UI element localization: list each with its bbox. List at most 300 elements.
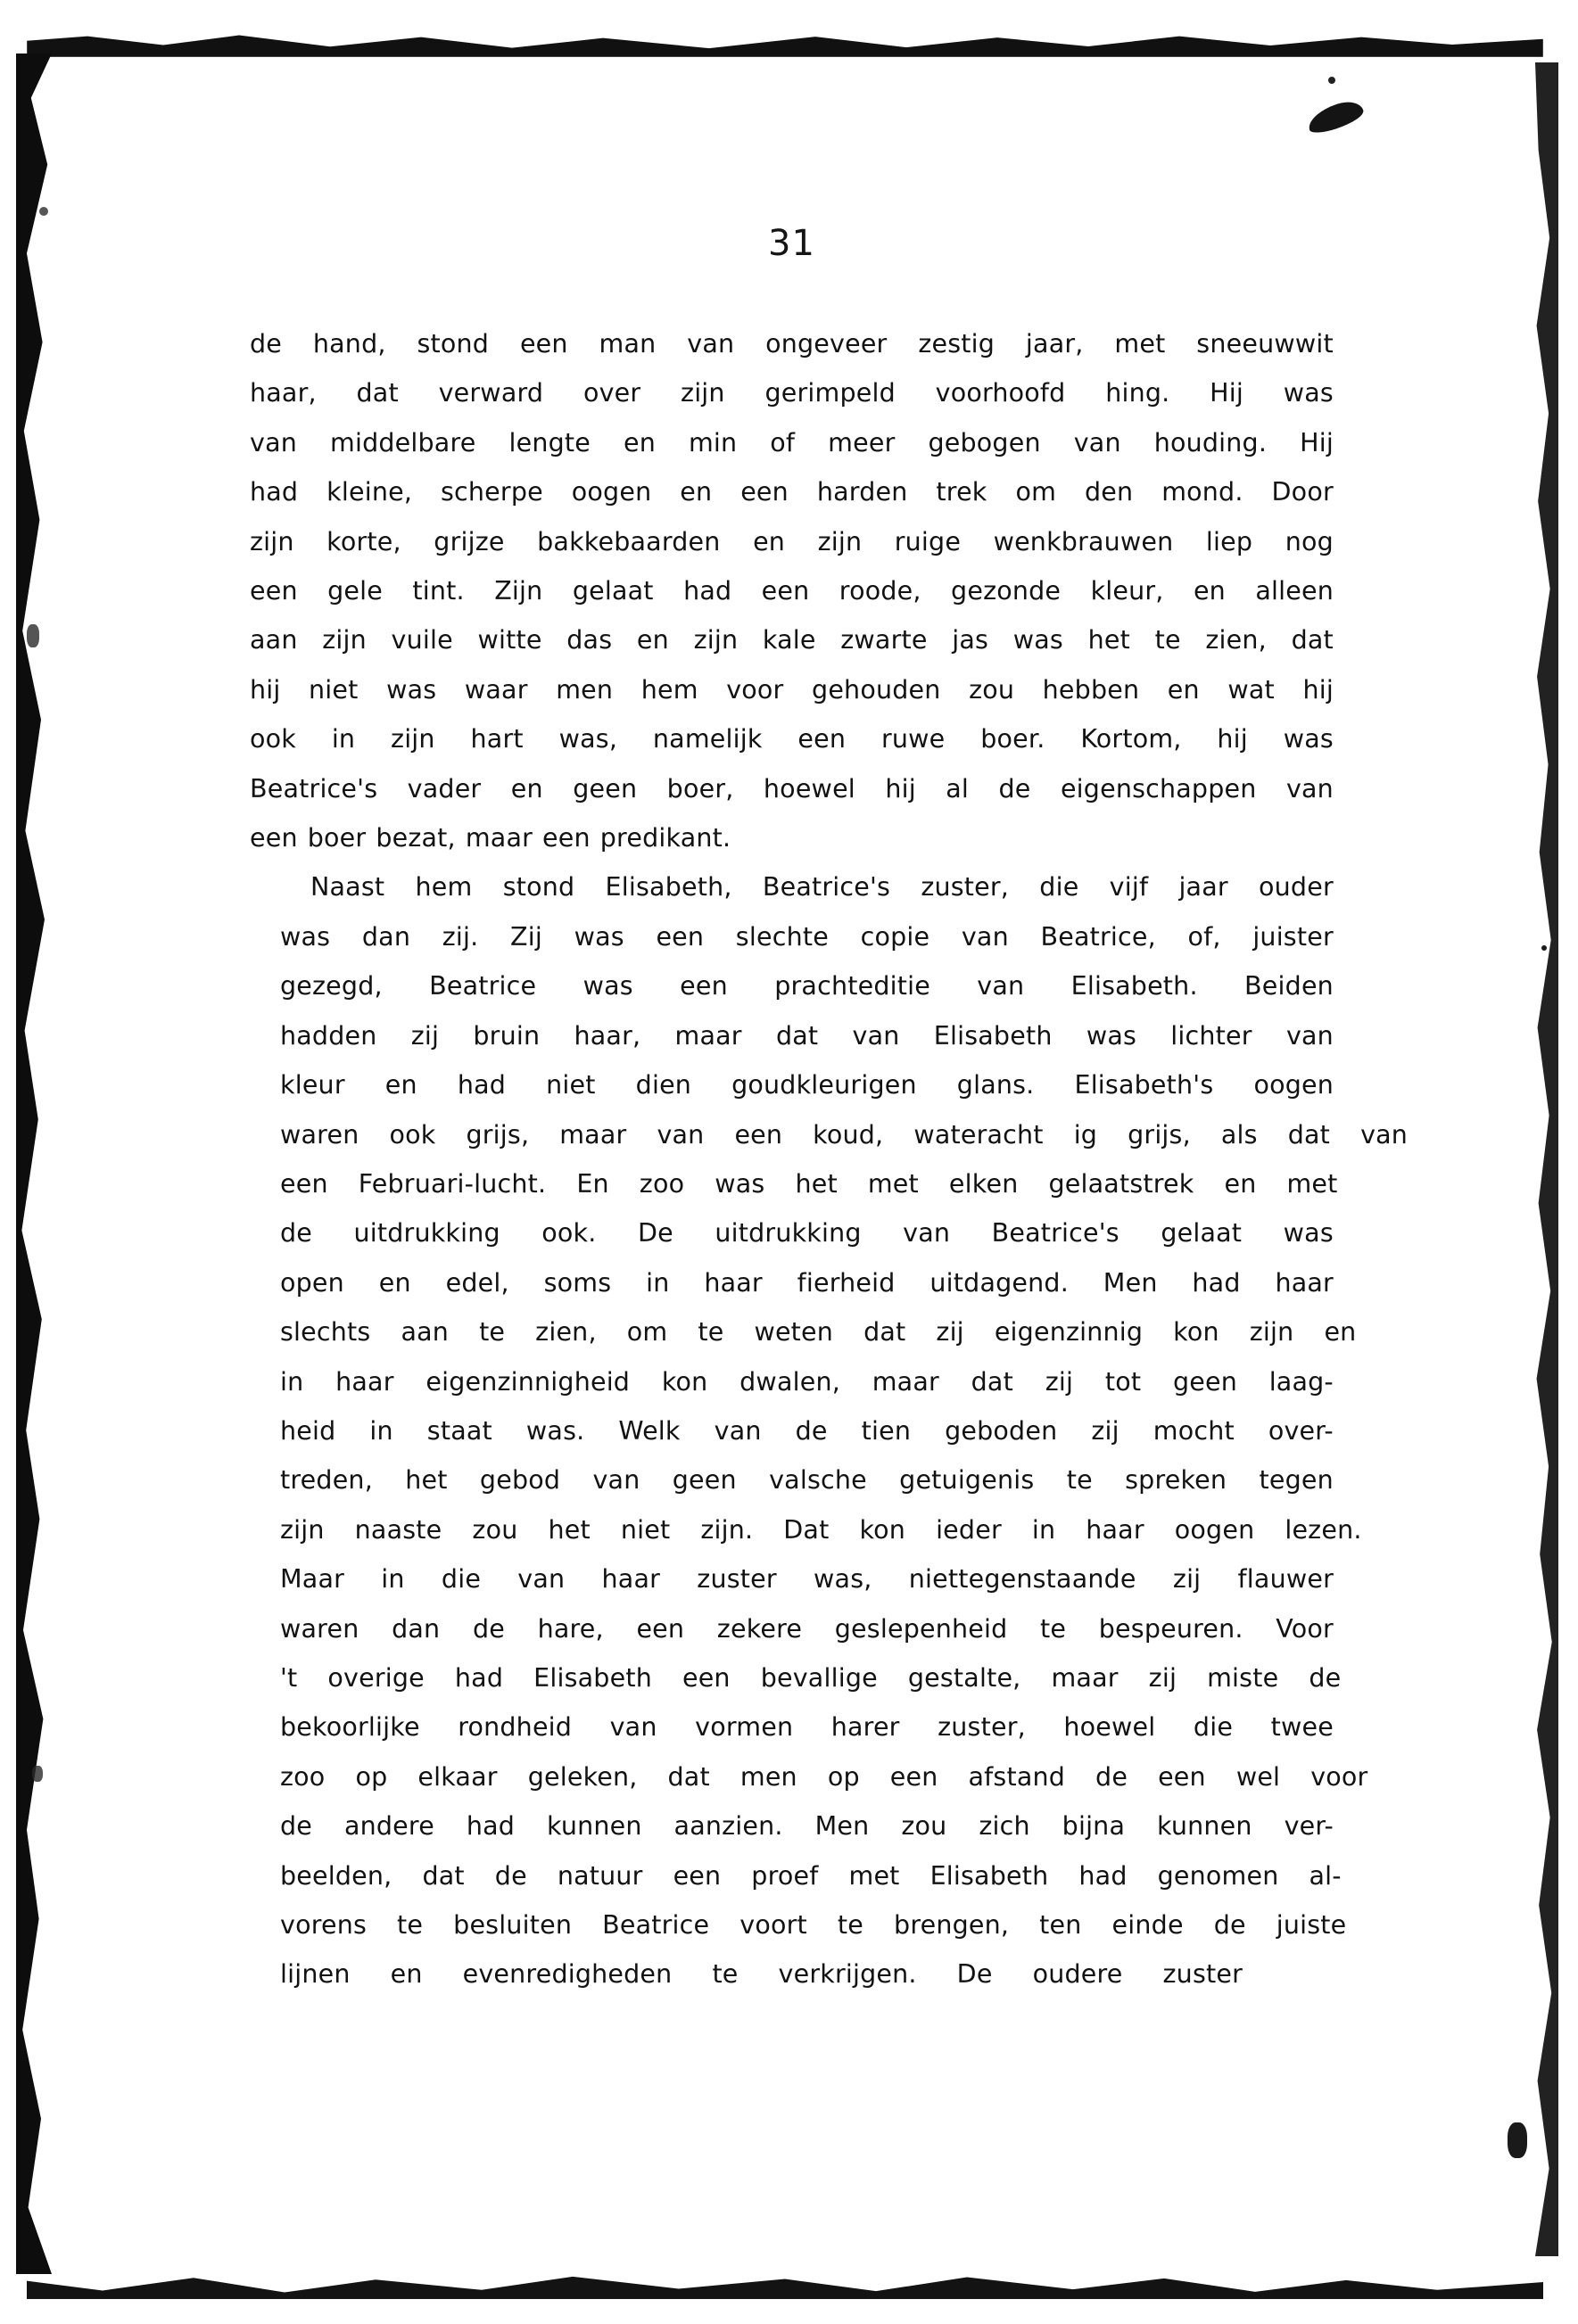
word: kale <box>762 625 816 655</box>
word: haar <box>1275 1267 1334 1298</box>
word: haar <box>1086 1514 1144 1545</box>
word: lengte <box>508 427 591 457</box>
word: trek <box>936 477 987 507</box>
word: zij. <box>442 921 479 952</box>
word: zoo <box>280 1761 326 1792</box>
word: gebogen <box>928 427 1041 457</box>
word: ook. <box>541 1218 597 1249</box>
word: en <box>1167 674 1200 705</box>
word: ongeveer <box>765 329 888 358</box>
word: die <box>1193 1712 1234 1743</box>
word: Beatrice, <box>1040 921 1156 952</box>
word: hem <box>640 674 698 705</box>
word: dat <box>971 1366 1013 1397</box>
word: zuster <box>697 1564 777 1595</box>
word: houding. <box>1153 427 1268 457</box>
word: had <box>454 1662 504 1693</box>
word: in <box>1031 1514 1056 1545</box>
ink-speck-icon <box>27 624 39 647</box>
word: in <box>369 1415 393 1446</box>
word: niet <box>309 674 359 705</box>
word: juister <box>1252 921 1334 952</box>
word: hij <box>885 773 916 804</box>
word: de <box>250 329 283 358</box>
word: zwarte <box>840 625 928 655</box>
word: staat <box>426 1415 492 1446</box>
word: vorens <box>280 1910 368 1940</box>
word: een <box>734 1119 783 1150</box>
word: wat <box>1227 674 1275 705</box>
word: grijs, <box>466 1119 530 1150</box>
word: heid <box>280 1415 336 1446</box>
word: waar <box>464 674 528 705</box>
word: ieder <box>936 1514 1002 1545</box>
word: zijn <box>250 526 294 556</box>
ink-blot-icon <box>1305 97 1367 137</box>
word: Beatrice's <box>250 773 378 804</box>
word: de <box>998 773 1031 804</box>
word: zien, <box>1205 625 1267 655</box>
word: uitdagend. <box>929 1267 1069 1298</box>
word: had <box>250 477 299 507</box>
word: zijn <box>681 378 725 408</box>
word: fierheid <box>797 1267 896 1298</box>
ink-speck-icon <box>32 1766 43 1782</box>
word: eigenschappen <box>1060 773 1257 804</box>
word: en <box>1224 1168 1257 1199</box>
ink-speck-icon <box>1508 2122 1527 2158</box>
word: had <box>457 1070 507 1100</box>
page-text-body <box>250 223 1409 1999</box>
word: maar <box>465 823 533 853</box>
word: het <box>1087 625 1130 655</box>
word: een <box>542 823 591 853</box>
word: vuile <box>391 625 453 655</box>
word: slechte <box>735 921 829 952</box>
word: hart <box>470 724 524 754</box>
word: zuster <box>1162 1959 1243 1990</box>
word: te <box>698 1317 724 1347</box>
word: en <box>636 625 669 655</box>
word: besluiten <box>453 1910 573 1940</box>
word: nog <box>1285 526 1334 556</box>
word: was <box>1283 724 1334 754</box>
word: Kortom, <box>1080 724 1182 754</box>
word: van <box>714 1415 762 1446</box>
word: de <box>795 1415 828 1446</box>
word: was, <box>558 724 618 754</box>
word: de <box>1213 1910 1246 1940</box>
word: bakkebaarden <box>537 526 721 556</box>
word: kleur <box>280 1070 345 1100</box>
word: al <box>946 773 970 804</box>
text-line <box>250 1505 1362 1554</box>
word: en <box>384 1070 417 1100</box>
word: was <box>280 921 331 952</box>
ink-speck-icon <box>1328 77 1335 84</box>
text-line <box>250 813 1334 862</box>
text-line <box>250 517 1334 566</box>
word: een <box>673 1860 722 1891</box>
word: in <box>646 1267 670 1298</box>
text-line <box>250 1702 1334 1751</box>
word: harer <box>830 1712 900 1743</box>
word: met <box>1114 329 1166 358</box>
word: Naast <box>310 872 385 902</box>
word: Elisabeth. <box>1070 971 1198 1001</box>
word: mocht <box>1153 1415 1235 1446</box>
word: om <box>626 1317 668 1347</box>
word: dat <box>863 1317 906 1347</box>
text-line <box>250 1949 1334 1998</box>
word: roode, <box>839 576 921 606</box>
word: een <box>280 1168 328 1199</box>
word: Welk <box>618 1415 681 1446</box>
word: gezegd, <box>280 971 383 1001</box>
word: Elisabeth, <box>605 872 732 902</box>
word: over- <box>1268 1415 1334 1446</box>
word: waren <box>280 1119 359 1150</box>
word: treden, <box>280 1465 373 1496</box>
word: Hij <box>1300 427 1334 457</box>
word: zijn <box>1249 1317 1294 1347</box>
text-line <box>250 1406 1334 1455</box>
word: oogen <box>1174 1514 1255 1545</box>
word: ig <box>1073 1119 1098 1150</box>
word: koud, <box>813 1119 884 1150</box>
word: en <box>623 427 656 457</box>
word: of, <box>1187 921 1221 952</box>
word: maar <box>674 1020 742 1051</box>
word: gehouden <box>812 674 941 705</box>
text-line <box>250 912 1334 961</box>
word: had <box>1078 1860 1128 1891</box>
word: en <box>390 1959 423 1990</box>
word: lezen. <box>1285 1514 1362 1545</box>
word: juiste <box>1276 1910 1347 1940</box>
word: voort <box>739 1910 807 1940</box>
word: gelaatstrek <box>1048 1168 1194 1199</box>
word: met <box>848 1860 900 1891</box>
word: bekoorlijke <box>280 1712 420 1743</box>
word: een <box>797 724 847 754</box>
word: de <box>280 1218 313 1249</box>
scan-edge-bottom <box>27 2269 1543 2299</box>
word: van <box>250 427 297 457</box>
word: bespeuren. <box>1098 1613 1243 1644</box>
word: einde <box>1111 1910 1184 1940</box>
word: zou <box>969 674 1015 705</box>
word: wateracht <box>913 1119 1044 1150</box>
word: bruin <box>473 1020 541 1051</box>
word: alleen <box>1255 576 1334 606</box>
word: om <box>1015 477 1057 507</box>
word: was, <box>814 1564 872 1595</box>
scan-edge-right <box>1535 62 1558 2256</box>
word: maar <box>872 1366 939 1397</box>
word: gele <box>327 576 384 606</box>
word: aan <box>401 1317 450 1347</box>
word: dan <box>361 921 411 952</box>
word: de <box>472 1613 505 1644</box>
word: als <box>1220 1119 1258 1150</box>
word: ver- <box>1284 1811 1334 1842</box>
word: was <box>386 674 437 705</box>
paragraph <box>250 862 1409 1998</box>
word: twee <box>1270 1712 1334 1743</box>
word: voor <box>726 674 784 705</box>
word: de <box>1095 1761 1128 1792</box>
word: glans. <box>956 1070 1035 1100</box>
text-line <box>250 714 1334 763</box>
word: zoo <box>639 1168 685 1199</box>
word: niettegenstaande <box>908 1564 1136 1595</box>
word: scherpe <box>441 477 543 507</box>
word: ruige <box>894 526 962 556</box>
word: Voor <box>1276 1613 1334 1644</box>
word: natuur <box>557 1860 643 1891</box>
text-line <box>250 615 1334 664</box>
word: niet <box>620 1514 671 1545</box>
word: te <box>712 1959 739 1990</box>
word: hoewel <box>763 773 855 804</box>
word: bevallige <box>760 1662 878 1693</box>
word: oudere <box>1032 1959 1123 1990</box>
word: Beiden <box>1244 971 1334 1001</box>
word: kon <box>859 1514 906 1545</box>
word: zijn <box>391 724 435 754</box>
word: dat <box>1291 625 1334 655</box>
word: kunnen <box>1157 1811 1252 1842</box>
word: een <box>680 971 728 1001</box>
word: witte <box>477 625 542 655</box>
word: prachteditie <box>774 971 930 1001</box>
word: gerimpeld <box>764 378 896 408</box>
word: edel, <box>445 1267 509 1298</box>
word: sneeuwwit <box>1196 329 1334 358</box>
word: hand, <box>312 329 386 358</box>
word: op <box>355 1761 388 1792</box>
word: tint. <box>412 576 465 606</box>
word: Beatrice <box>429 971 537 1001</box>
word: korte, <box>326 526 401 556</box>
word: een <box>761 576 810 606</box>
word: boer, <box>666 773 734 804</box>
word: van <box>977 971 1025 1001</box>
word: das <box>566 625 613 655</box>
word: de <box>494 1860 527 1891</box>
word: vormen <box>695 1712 794 1743</box>
word: van <box>852 1020 900 1051</box>
word: zijn <box>693 625 739 655</box>
word: te <box>1154 625 1181 655</box>
text-line <box>250 1307 1357 1356</box>
word: Beatrice's <box>762 872 891 902</box>
word: zij <box>1172 1564 1202 1595</box>
text-line <box>250 1258 1334 1307</box>
word: liep <box>1205 526 1253 556</box>
text-line <box>250 467 1334 516</box>
word: dan <box>392 1613 441 1644</box>
text-line <box>250 1110 1409 1159</box>
word: gezonde <box>951 576 1062 606</box>
text-line <box>250 961 1334 1010</box>
word: kunnen <box>547 1811 642 1842</box>
word: Hij <box>1210 378 1244 408</box>
word: zou <box>901 1811 947 1842</box>
word: uitdrukking <box>715 1218 862 1249</box>
word: was <box>1283 378 1334 408</box>
word: Zijn <box>494 576 543 606</box>
word: gelaat <box>572 576 654 606</box>
word: een <box>250 823 298 853</box>
word: van <box>609 1712 657 1743</box>
text-line <box>250 862 1334 911</box>
word: de <box>1309 1662 1342 1693</box>
word: niet <box>546 1070 596 1100</box>
word: middelbare <box>329 427 476 457</box>
word: een <box>656 921 705 952</box>
scan-edge-left <box>16 54 52 2274</box>
word: ten <box>1039 1910 1082 1940</box>
word: zijn. <box>700 1514 754 1545</box>
word: mond. <box>1161 477 1243 507</box>
word: oogen <box>1253 1070 1334 1100</box>
word: hem <box>415 872 473 902</box>
word: boer. <box>980 724 1045 754</box>
word: een <box>636 1613 685 1644</box>
word: jaar, <box>1025 329 1084 358</box>
word: kleur, <box>1090 576 1164 606</box>
word: aan <box>250 625 298 655</box>
word: grijze <box>434 526 505 556</box>
word: tien <box>861 1415 912 1446</box>
text-line <box>250 319 1334 368</box>
word: Men <box>1103 1267 1158 1298</box>
text-line <box>250 1653 1342 1702</box>
word: zien, <box>535 1317 597 1347</box>
word: die <box>441 1564 482 1595</box>
word: van <box>1285 1020 1334 1051</box>
word: kon <box>1173 1317 1219 1347</box>
word: gebod <box>479 1465 561 1496</box>
word: ook <box>250 724 296 754</box>
word: een <box>682 1662 731 1693</box>
word: haar, <box>574 1020 641 1051</box>
word: tot <box>1104 1366 1142 1397</box>
word: geen <box>573 773 638 804</box>
word: en <box>680 477 713 507</box>
word: harden <box>816 477 908 507</box>
word: zij <box>1148 1662 1177 1693</box>
word: haar <box>335 1366 394 1397</box>
word: hij <box>1302 674 1334 705</box>
word: was <box>1086 1020 1137 1051</box>
word: gelaat <box>1161 1218 1243 1249</box>
word: bezat, <box>376 823 456 853</box>
word: te <box>397 1910 424 1940</box>
text-line <box>250 1752 1368 1801</box>
word: wenkbrauwen <box>993 526 1174 556</box>
word: wel <box>1235 1761 1281 1792</box>
word: haar <box>601 1564 661 1595</box>
word: ouder <box>1259 872 1334 902</box>
word: stond <box>502 872 575 902</box>
word: zich <box>979 1811 1030 1842</box>
word: kon <box>661 1366 708 1397</box>
word: hadden <box>280 1020 377 1051</box>
word: het <box>795 1168 838 1199</box>
text-line <box>250 1455 1334 1504</box>
word: zijn <box>322 625 367 655</box>
scan-edge-top <box>27 34 1543 57</box>
word: meer <box>828 427 896 457</box>
text-line <box>250 764 1334 813</box>
word: het <box>548 1514 591 1545</box>
word: copie <box>860 921 930 952</box>
word: En <box>576 1168 609 1199</box>
word: een <box>740 477 789 507</box>
word: maar <box>1051 1662 1119 1693</box>
word: overige <box>327 1662 425 1693</box>
word: hoewel <box>1063 1712 1156 1743</box>
text-line <box>250 1554 1334 1603</box>
word: gestalte, <box>907 1662 1021 1693</box>
word: verkrijgen. <box>778 1959 917 1990</box>
word: lijnen <box>280 1959 351 1990</box>
word: zij <box>1091 1415 1119 1446</box>
word: met <box>867 1168 919 1199</box>
word: zij <box>936 1317 964 1347</box>
text-line <box>250 566 1334 615</box>
word: in <box>331 724 356 754</box>
word: eigenzinnig <box>994 1317 1144 1347</box>
word: maar <box>559 1119 627 1150</box>
word: geboden <box>945 1415 1058 1446</box>
word: van <box>1285 773 1334 804</box>
text-line <box>250 1604 1334 1653</box>
text-line <box>250 1060 1334 1109</box>
paragraph <box>250 319 1334 862</box>
word: boer <box>307 823 367 853</box>
word: getuigenis <box>899 1465 1035 1496</box>
word: elkaar <box>417 1761 498 1792</box>
word: en <box>378 1267 411 1298</box>
word: Elisabeth <box>929 1860 1049 1891</box>
word: dat <box>775 1020 819 1051</box>
word: hing. <box>1105 378 1170 408</box>
word: Maar <box>280 1564 345 1595</box>
word: waren <box>280 1613 359 1644</box>
word: dat <box>356 378 399 408</box>
word: op <box>827 1761 860 1792</box>
word: zuster, <box>921 872 1010 902</box>
word: oogen <box>571 477 652 507</box>
text-line <box>250 665 1334 714</box>
text-line <box>250 418 1334 467</box>
word: was. <box>525 1415 585 1446</box>
word: haar <box>704 1267 763 1298</box>
word: in <box>280 1366 304 1397</box>
word: voorhoofd <box>935 378 1066 408</box>
word: en <box>510 773 543 804</box>
word: open <box>280 1267 344 1298</box>
word: vader <box>407 773 482 804</box>
word: van <box>517 1564 566 1595</box>
word: van <box>903 1218 951 1249</box>
word: te <box>1040 1613 1067 1644</box>
word: stond <box>417 329 490 358</box>
